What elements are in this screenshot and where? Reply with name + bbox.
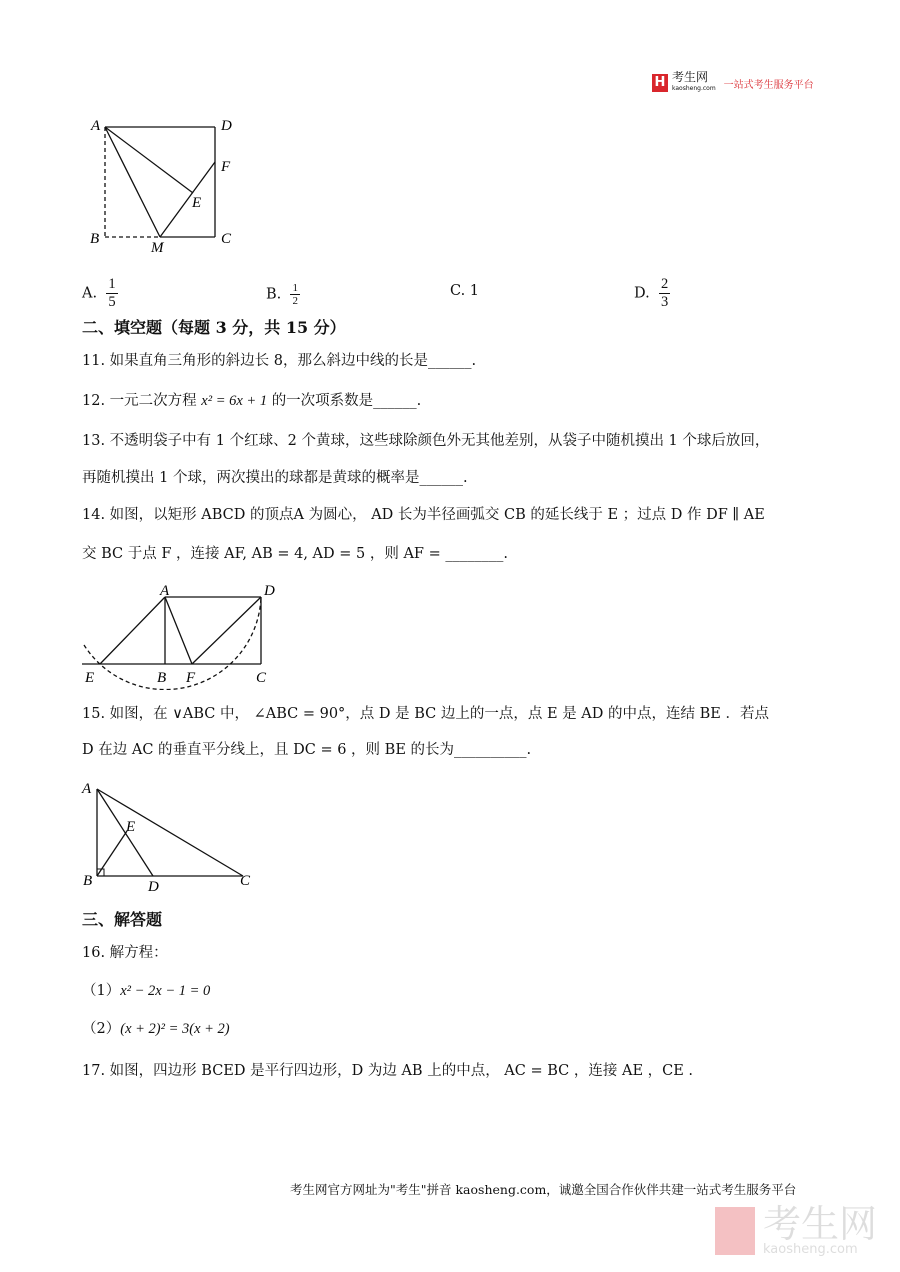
figure-square-abcd bbox=[0, 0, 300, 260]
label-e: E bbox=[126, 819, 136, 835]
label-c: C bbox=[240, 873, 251, 889]
question-15-line2: D 在边 AC 的垂直平分线上，且 DC = 6 ，则 BE 的长为__________. bbox=[82, 742, 532, 758]
label-f: F bbox=[221, 159, 231, 175]
section-heading-solve: 三、解答题 bbox=[82, 910, 163, 929]
question-16-part2: （2）(x + 2)² = 3(x + 2) bbox=[82, 1021, 230, 1037]
label-f: F bbox=[186, 670, 196, 686]
label-e: E bbox=[192, 195, 202, 211]
label-c: C bbox=[256, 670, 267, 686]
logo-name: 考生网 bbox=[672, 70, 709, 84]
question-14-line1: 14. 如图，以矩形 ABCD 的顶点A 为圆心， AD 长为半径画弧交 CB 的延长线于 E ；过点 D 作 DF ∥ AE bbox=[82, 507, 765, 523]
question-13-line2: 再随机摸出 1 个球，两次摸出的球都是黄球的概率是______. bbox=[82, 470, 468, 486]
logo-mark-icon: H bbox=[652, 74, 668, 92]
watermark: 考生网 kaosheng.com bbox=[715, 1205, 877, 1256]
question-11: 11. 如果直角三角形的斜边长 8，那么斜边中线的长是______. bbox=[82, 353, 477, 369]
label-a: A bbox=[160, 583, 170, 599]
label-a: A bbox=[82, 781, 92, 797]
site-logo bbox=[652, 72, 814, 94]
question-16-part1: （1）x² − 2x − 1 = 0 bbox=[82, 983, 211, 999]
label-a: A bbox=[91, 118, 101, 134]
question-17: 17. 如图，四边形 BCED 是平行四边形，D 为边 AB 上的中点， AC = BC ，连接 AE ，CE . bbox=[82, 1063, 694, 1079]
footer-text: 考生网官方网址为"考生"拼音 kaosheng.com，诚邀全国合作伙伴共建一站式考生服务平台 bbox=[290, 1182, 797, 1197]
label-b: B bbox=[157, 670, 167, 686]
figure-rectangle-arc bbox=[0, 570, 320, 690]
option-d: D. $\frac{2}{3}$ bbox=[634, 276, 669, 310]
label-d: D bbox=[148, 879, 159, 895]
question-15-line1: 15. 如图，在 ∨ABC 中， ∠ABC = 90°，点 D 是 BC 边上的一点，点 E 是 AD 的中点，连结 BE ．若点 bbox=[82, 706, 769, 722]
option-a: A. $\frac{1}{5}$ bbox=[82, 276, 116, 310]
label-b: B bbox=[90, 231, 100, 247]
label-e: E bbox=[85, 670, 95, 686]
question-13-line1: 13. 不透明袋子中有 1 个红球、2 个黄球，这些球除颜色外无其他差别，从袋子中随机摸出 1 个球后放回， bbox=[82, 433, 770, 449]
figure-right-triangle bbox=[0, 770, 280, 900]
option-c: C. 1 bbox=[450, 283, 480, 299]
label-d: D bbox=[221, 118, 232, 134]
question-16-title: 16. 解方程： bbox=[82, 945, 168, 961]
section-heading-fill-blank: 二、填空题（每题 3 分，共 15 分） bbox=[82, 318, 346, 337]
header-slogan: 一站式考生服务平台 bbox=[723, 79, 814, 91]
watermark-logo-icon bbox=[715, 1207, 755, 1255]
label-m: M bbox=[151, 240, 164, 256]
label-d: D bbox=[264, 583, 275, 599]
logo-domain: kaosheng.com bbox=[672, 85, 716, 92]
option-b: B. $\frac{1}{2}$ bbox=[266, 282, 298, 307]
question-14-line2: 交 BC 于点 F ，连接 AF, AB = 4, AD = 5 ，则 AF = ________. bbox=[82, 546, 508, 562]
label-c: C bbox=[221, 231, 232, 247]
question-12: 12. 一元二次方程 x² = 6x + 1 的一次项系数是______. bbox=[82, 393, 422, 409]
label-b: B bbox=[83, 873, 93, 889]
